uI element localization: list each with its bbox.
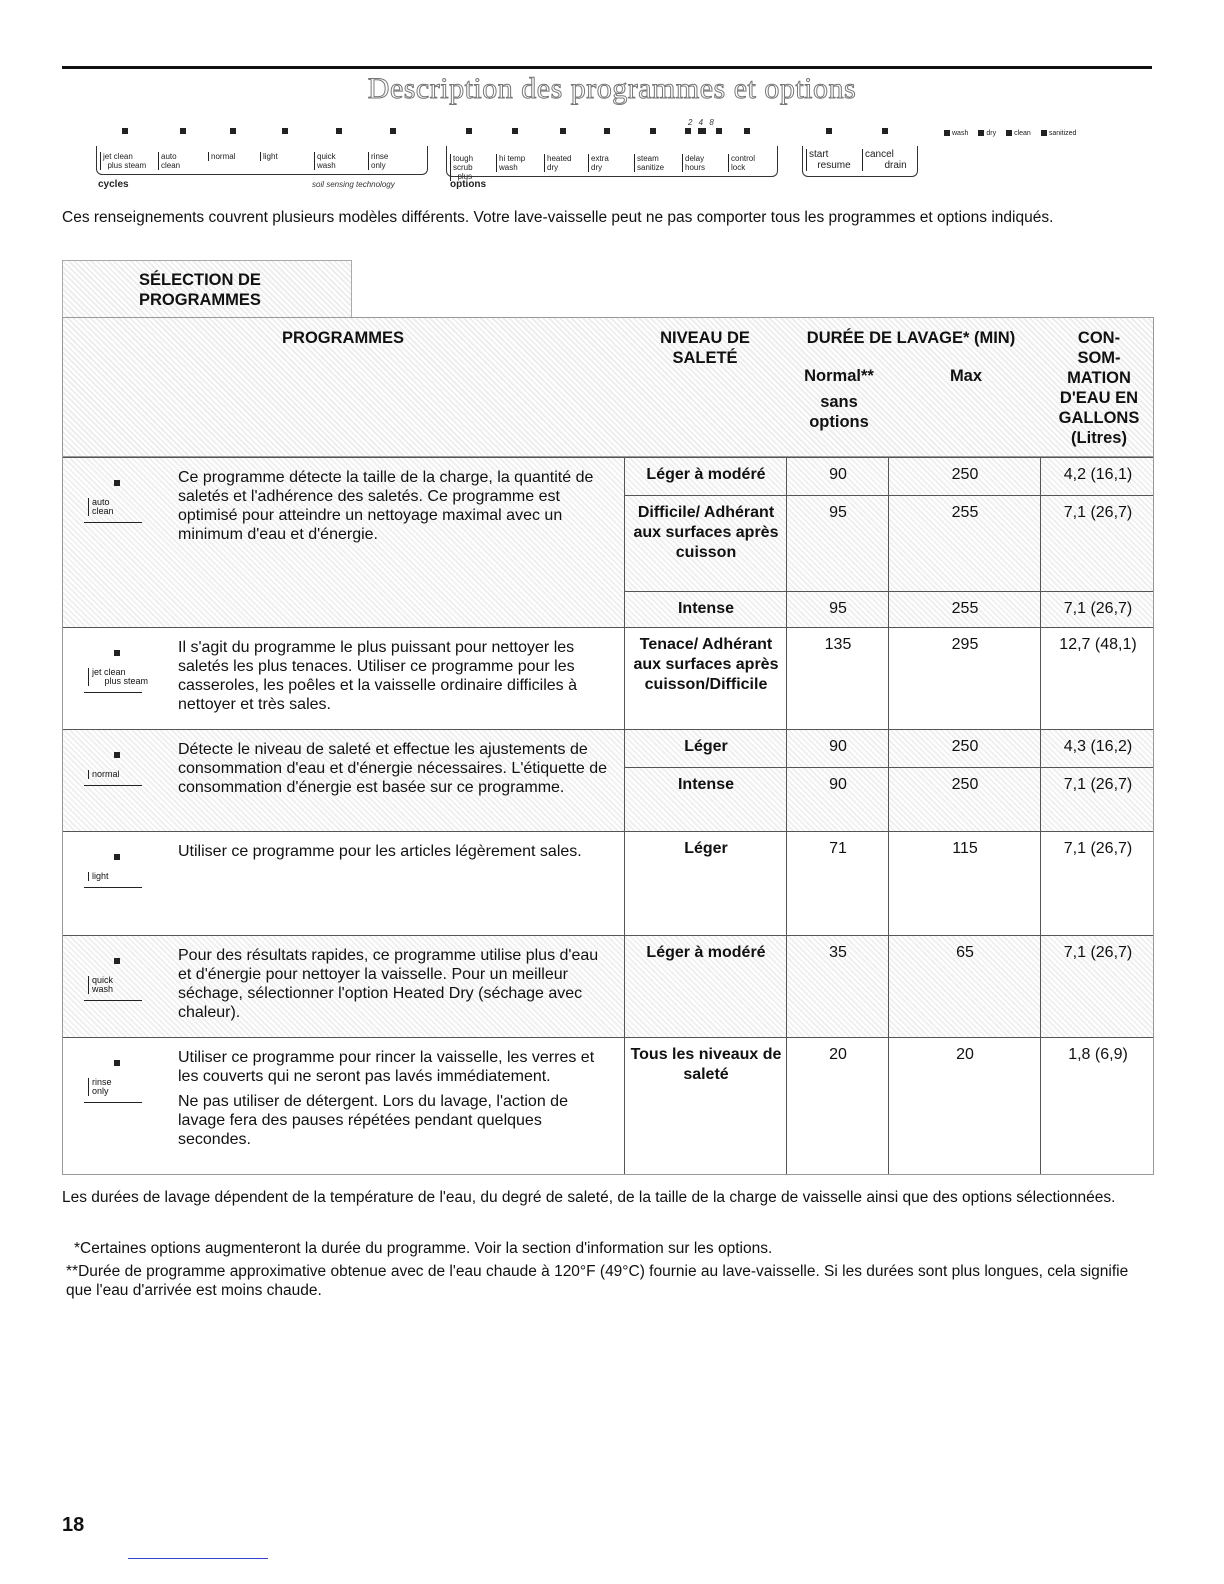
status-legend-item: wash (944, 130, 968, 137)
normal-duration-cell: 90 (829, 466, 847, 483)
water-consumption-cell: 7,1 (26,7) (1063, 944, 1133, 961)
icon-underline (84, 1000, 142, 1001)
col-divider (888, 457, 889, 1175)
max-duration-cell: 250 (951, 776, 979, 793)
header-sans-1: sans (820, 393, 858, 411)
status-light-icon (944, 130, 950, 136)
start-button-label: start resume (806, 149, 851, 171)
header-conso-2: SOM- (1077, 349, 1121, 367)
indicator-light-icon (114, 958, 120, 964)
description-paragraph: Ce programme détecte la taille de la charge, la quantité de saletés et l'adhérence des saletés. Ce programme est optimisé pour atteindre un nettoyage maximal avec un minimum d'eau et d'énergie. (178, 469, 594, 543)
cycle-button-label: rinse only (368, 152, 388, 170)
water-consumption-cell: 7,1 (26,7) (1063, 600, 1133, 617)
sub-row-divider (624, 495, 1154, 496)
status-legend-item: dry (978, 130, 996, 137)
water-consumption-cell: 7,1 (26,7) (1063, 776, 1133, 793)
soil-level-cell: Tous les niveaux de saleté (630, 1046, 782, 1083)
cycle-button-icon (84, 752, 142, 786)
indicator-light-icon (512, 128, 518, 134)
cycle-button-label: light (260, 152, 278, 161)
description-paragraph: Pour des résultats rapides, ce programme utilise plus d'eau et d'énergie pour nettoyer la vaisselle. Pour un meilleur séchage, sélectionner l'option Heated Dry (séchage avec chaleur). (178, 947, 599, 1021)
indicator-light-icon (650, 128, 656, 134)
page-title: Description des programmes et options (367, 72, 857, 105)
soil-level-cell: Tenace/ Adhérant aux surfaces après cuisson/Difficile (633, 636, 779, 693)
option-button-label: hi temp wash (496, 154, 525, 172)
programme-description (178, 842, 608, 867)
indicator-light-icon (700, 128, 706, 134)
water-consumption-cell: 1,8 (6,9) (1068, 1046, 1128, 1063)
indicator-light-icon (282, 128, 288, 134)
max-duration-cell: 250 (951, 738, 979, 755)
sub-row-divider (624, 591, 1154, 592)
header-conso-3: MATION (1067, 369, 1131, 387)
cycle-button-icon (84, 1060, 142, 1103)
status-light-icon (978, 130, 984, 136)
cycle-button-icon (84, 650, 148, 693)
table-row (62, 627, 1154, 729)
soil-level-cell: Léger (684, 840, 728, 857)
soil-level-cell: Intense (677, 600, 734, 617)
delay-hours-numbers: 2 4 8 (688, 118, 716, 127)
header-conso-4: D'EAU EN (1059, 389, 1139, 407)
header-sans (789, 392, 889, 432)
indicator-light-icon (685, 128, 691, 134)
indicator-light-icon (826, 128, 832, 134)
cycle-button-label: auto clean (158, 152, 180, 170)
normal-duration-cell: 90 (829, 776, 847, 793)
indicator-light-icon (604, 128, 610, 134)
section-tab (62, 260, 352, 319)
status-light-icon (1006, 130, 1012, 136)
header-conso-5: GALLONS (1058, 409, 1140, 427)
option-button-label: extra dry (588, 154, 609, 172)
description-paragraph: Utiliser ce programme pour les articles légèrement sales. (178, 843, 582, 860)
cycle-button-icon (84, 854, 142, 888)
cycle-icon-label: quick wash (88, 976, 142, 994)
header-conso-6: (Litres) (1071, 429, 1127, 447)
cycle-button-icon (84, 480, 142, 523)
indicator-light-icon (114, 1060, 120, 1066)
icon-underline (84, 522, 142, 523)
intro-text: Ces renseignements couvrent plusieurs modèles différents. Votre lave-vaisselle peut ne pas comporter tous les programmes et options indiqués. (62, 209, 1054, 226)
description-paragraph: Utiliser ce programme pour rincer la vaisselle, les verres et les couverts qui ne seront pas lavés immédiatement. (178, 1049, 595, 1085)
indicator-light-icon (180, 128, 186, 134)
table-row (62, 1037, 1154, 1175)
header-consommation (1043, 328, 1155, 448)
max-duration-cell: 255 (951, 600, 979, 617)
max-duration-cell: 255 (951, 504, 979, 521)
section-tab-line1: SÉLECTION DE (139, 271, 261, 289)
header-normal: Normal** (804, 367, 874, 385)
options-bracket (446, 146, 778, 177)
indicator-light-icon (882, 128, 888, 134)
indicator-light-icon (114, 650, 120, 656)
option-button-label: delay hours (682, 154, 705, 172)
max-duration-cell: 250 (951, 466, 979, 483)
cycle-icon-label: light (88, 872, 142, 881)
header-niveau-1: NIVEAU DE (660, 329, 750, 347)
water-consumption-cell: 4,3 (16,2) (1063, 738, 1133, 755)
soil-level-cell: Difficile/ Adhérant aux surfaces après cuisson (633, 504, 779, 561)
table-row (62, 729, 1154, 831)
bottom-rule (128, 1558, 268, 1559)
table-row (62, 935, 1154, 1037)
footnote-main: Les durées de lavage dépendent de la température de l'eau, du degré de saleté, de la taille de la charge de vaisselle ainsi que des options sélectionnées. (62, 1189, 1116, 1206)
description-paragraph: Il s'agit du programme le plus puissant pour nettoyer les saletés les plus tenaces. Utiliser ce programme pour les casseroles, les poêles et la vaisselle ordinaire difficiles à nettoyer et très sales. (178, 639, 578, 713)
indicator-light-icon (560, 128, 566, 134)
programme-description (178, 740, 608, 803)
soil-level-cell: Léger à modéré (646, 944, 766, 961)
status-light-icon (1041, 130, 1047, 136)
header-niveau (625, 328, 785, 368)
programme-description (178, 1048, 608, 1155)
programme-description (178, 468, 608, 550)
indicator-light-icon (114, 752, 120, 758)
normal-duration-cell: 35 (829, 944, 847, 961)
cycle-button-label: normal (208, 152, 235, 161)
header-max: Max (949, 367, 983, 385)
max-duration-cell: 115 (952, 840, 978, 857)
indicator-light-icon (390, 128, 396, 134)
cycles-group-label: cycles (98, 179, 129, 190)
max-duration-cell: 295 (951, 636, 979, 653)
header-sans-2: options (809, 413, 869, 431)
icon-underline (84, 1102, 142, 1103)
normal-duration-cell: 135 (824, 636, 852, 653)
sub-row-divider (624, 767, 1154, 768)
col-divider (1040, 457, 1041, 1175)
start-bracket (802, 146, 918, 177)
header-duree: DURÉE DE LAVAGE* (MIN) (806, 329, 1016, 347)
cycle-icon-label: rinse only (88, 1078, 142, 1096)
status-legend-item: sanitized (1041, 130, 1077, 137)
cycle-button-label: jet clean plus steam (100, 152, 146, 170)
cycle-button-icon (84, 958, 142, 1001)
status-legend (944, 130, 1086, 137)
header-conso-1: CON- (1077, 329, 1121, 347)
programme-description (178, 638, 608, 720)
normal-duration-cell: 95 (829, 600, 847, 617)
indicator-light-icon (230, 128, 236, 134)
indicator-light-icon (336, 128, 342, 134)
section-tab-line2: PROGRAMMES (139, 291, 261, 309)
cycle-icon-label: normal (88, 770, 142, 779)
max-duration-cell: 65 (956, 944, 974, 961)
col-divider (624, 457, 625, 1175)
soil-level-cell: Léger (684, 738, 728, 755)
programme-description (178, 946, 608, 1028)
footnote-star2: **Durée de programme approximative obtenue avec de l'eau chaude à 120°F (49°C) fournie au lave-vaisselle. Si les durées sont plus longues, cela signifie que l'eau d'arrivée est moins chaude. (66, 1263, 1129, 1299)
header-niveau-2: SALETÉ (672, 349, 738, 367)
description-paragraph: Détecte le niveau de saleté et effectue les ajustements de consommation d'eau et d'énergie nécessaires. L'étiquette de consommation d'énergie est basée sur ce programme. (178, 741, 607, 796)
option-button-label: steam sanitize (634, 154, 664, 172)
max-duration-cell: 20 (956, 1046, 974, 1063)
soil-level-cell: Intense (677, 776, 734, 793)
cycle-icon-label: auto clean (88, 498, 142, 516)
indicator-light-icon (744, 128, 750, 134)
footnote-star1: *Certaines options augmenteront la durée du programme. Voir la section d'information sur les options. (74, 1240, 773, 1257)
table-row (62, 831, 1154, 935)
normal-duration-cell: 90 (829, 738, 847, 755)
normal-duration-cell: 95 (829, 504, 847, 521)
normal-duration-cell: 20 (829, 1046, 847, 1063)
col-divider (786, 457, 787, 1175)
soil-level-cell: Léger à modéré (646, 466, 766, 483)
icon-underline (84, 692, 142, 693)
icon-underline (84, 785, 142, 786)
options-group-label: options (450, 179, 487, 190)
description-paragraph: Ne pas utiliser de détergent. Lors du lavage, l'action de lavage fera des pauses répétées pendant quelques secondes. (178, 1093, 568, 1148)
icon-underline (84, 887, 142, 888)
water-consumption-cell: 12,7 (48,1) (1059, 636, 1137, 653)
cycle-icon-label: jet clean plus steam (88, 668, 148, 686)
start-button-label: cancel drain (862, 149, 907, 171)
table-row (62, 457, 1154, 627)
programmes-table (62, 317, 1154, 1175)
indicator-light-icon (716, 128, 722, 134)
option-button-label: tough scrub plus (450, 154, 473, 181)
cycle-button-label: quick wash (314, 152, 336, 170)
top-rule (62, 66, 1152, 69)
table-header (62, 317, 1154, 457)
indicator-light-icon (122, 128, 128, 134)
water-consumption-cell: 7,1 (26,7) (1063, 504, 1133, 521)
normal-duration-cell: 71 (829, 840, 847, 857)
option-button-label: control lock (728, 154, 755, 172)
option-button-label: heated dry (544, 154, 571, 172)
indicator-light-icon (114, 480, 120, 486)
header-programmes: PROGRAMMES (282, 329, 404, 347)
indicator-light-icon (114, 854, 120, 860)
water-consumption-cell: 4,2 (16,1) (1063, 466, 1133, 483)
page-number: 18 (62, 1514, 85, 1536)
indicator-light-icon (466, 128, 472, 134)
cycles-bracket (96, 146, 428, 175)
status-legend-item: clean (1006, 130, 1031, 137)
water-consumption-cell: 7,1 (26,7) (1063, 840, 1133, 857)
cycles-sub-label: soil sensing technology (312, 180, 395, 189)
